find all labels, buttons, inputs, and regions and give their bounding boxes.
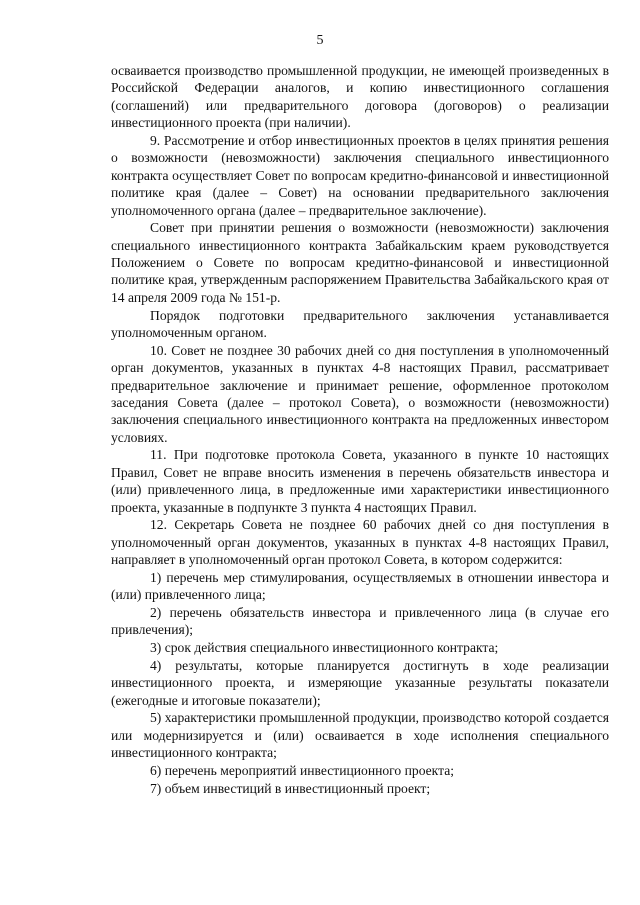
paragraph-preparation-order: Порядок подготовки предварительного заключения устанавливается уполномоченным органом. [111, 307, 609, 340]
paragraph-item-10: 10. Совет не позднее 30 рабочих дней со дня поступления в уполномоченный орган документов, указанных в пунктах 4-8 настоящих Правил, рассматривает предварительное заключение и принимает решение, оформленное протоколом заседания Совета (далее – протокол Совета), о возможности (невозможности) заключения специального инвестиционного контракта на предложенных инвестором условиях. [111, 342, 609, 445]
paragraph-council-decision: Совет при принятии решения о возможности (невозможности) заключения специального инвестиционного контракта Забайкальским краем руководствуется Положением о Совете по вопросам кредитно-финансовой и инвестиционной политике края, утвержденным распоряжением Правительства Забайкальского края от 14 апреля 2009 года № 151-р. [111, 220, 609, 305]
list-item-5: 5) характеристики промышленной продукции, производство которой создается или модернизируется и (или) осваивается в ходе исполнения специального инвестиционного контракта; [111, 710, 609, 761]
paragraph-item-12: 12. Секретарь Совета не позднее 60 рабочих дней со дня поступления в уполномоченный орган документов, указанных в пунктах 4-8 настоящих Правил, направляет в уполномоченный орган протокол Совета, в котором содержится: [111, 517, 609, 568]
paragraph-item-9: 9. Рассмотрение и отбор инвестиционных проектов в целях принятия решения о возможности (невозможности) заключения специального инвестиционного контракта осуществляет Совет по вопросам кредитно-финансовой и инвестиционной политике края (далее – Совет) на основании предварительного заключения уполномоченного органа (далее – предварительное заключение). [111, 132, 609, 218]
document-body [111, 62, 609, 797]
list-item-4: 4) результаты, которые планируется достигнуть в ходе реализации инвестиционного проекта, и измеряющие указанные результаты показатели (ежегодные и итоговые показатели); [111, 657, 609, 708]
list-item-1: 1) перечень мер стимулирования, осуществляемых в отношении инвестора и (или) привлеченного лица; [111, 569, 609, 603]
list-item-6: 6) перечень мероприятий инвестиционного проекта; [150, 762, 455, 778]
list-item-7: 7) объем инвестиций в инвестиционный проект; [150, 780, 431, 796]
page-number: 5 [316, 33, 324, 48]
paragraph-continuation: осваивается производство промышленной продукции, не имеющей произведенных в Российской Федерации аналогов, и копию инвестиционного соглашения (соглашений) или предварительного договора (договоров) о реализации инвестиционного проекта (при наличии). [111, 63, 609, 131]
paragraph-item-11: 11. При подготовке протокола Совета, указанного в пункте 10 настоящих Правил, Совет не вправе вносить изменения в перечень обязательств инвестора и (или) привлеченного лица, в предложенные ими характеристики инвестиционного проекта, указанные в подпункте 3 пункта 4 настоящих Правил. [111, 447, 609, 515]
list-item-2: 2) перечень обязательств инвестора и привлеченного лица (в случае его привлечения); [111, 604, 609, 638]
list-item-3: 3) срок действия специального инвестиционного контракта; [150, 640, 499, 656]
